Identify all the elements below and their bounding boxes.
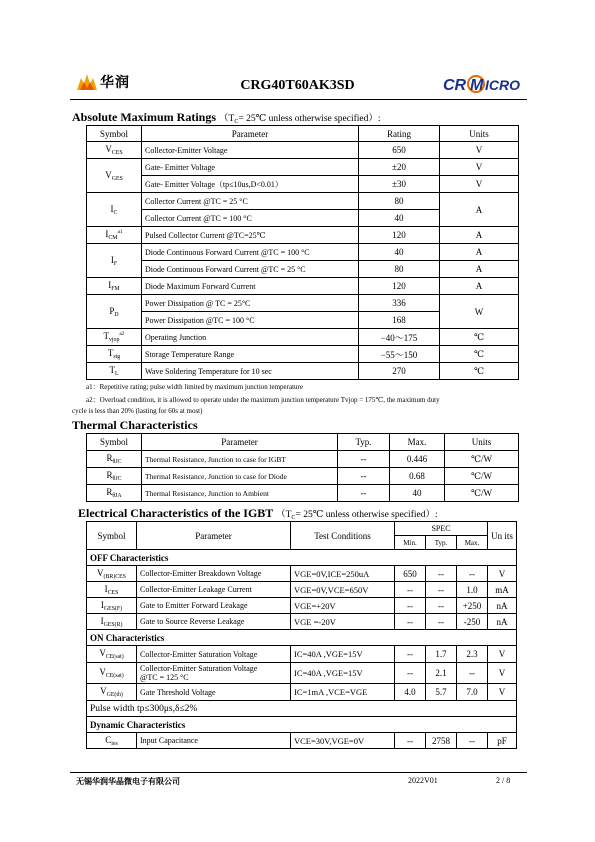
footer-company: 无锡华润华晶微电子有限公司: [76, 777, 180, 786]
param-text: Gate to Source Reverse Leakage: [140, 617, 245, 626]
elec-row: [87, 566, 517, 582]
svg-text:CR: CR: [443, 77, 467, 94]
rating-cell: 650: [359, 142, 440, 159]
symbol-subscript: θJC: [112, 459, 122, 465]
off-section-row: [87, 550, 517, 566]
abs-max-title: Absolute Maximum Ratings （$T_C=$ 25℃ unless otherwise specified）:: [72, 110, 381, 125]
spec-subheader: Typ.: [426, 536, 457, 550]
symbol-subscript: vjop: [109, 337, 120, 343]
param-cell: Thermal Resistance, Junction to Ambient: [142, 485, 338, 502]
column-header: Parameter: [142, 126, 359, 142]
param-cell: Diode Continuous Forward Current @TC = 100 °C: [142, 244, 359, 261]
abs-header-row: [87, 126, 519, 142]
typ-cell: --: [338, 468, 390, 485]
elec-row: [87, 598, 517, 614]
abs-row: [87, 295, 519, 312]
symbol-subscript: stg: [113, 354, 121, 360]
abs-max-table: [86, 125, 519, 380]
param-cell: Gate- Emitter Voltage（tp≤10us,D<0.01）: [142, 176, 359, 193]
part-number: CRG40T60AK3SD: [240, 78, 355, 93]
unit-cell: ℃/W: [445, 468, 519, 485]
param-text: Input Capacitance: [140, 736, 198, 745]
elec-row: [87, 684, 517, 701]
section-label: Dynamic Characteristics: [87, 717, 517, 733]
param-cell: Diode Maximum Forward Current: [142, 278, 359, 295]
unit-cell: V: [440, 142, 519, 159]
min-cell: 4.0: [395, 684, 426, 701]
column-header: Symbol: [87, 522, 137, 550]
abs-row: [87, 363, 519, 380]
brand-logo: [443, 72, 520, 96]
param-text: Collector-Emitter Leakage Current: [140, 585, 252, 594]
max-cell: --: [457, 733, 488, 749]
symbol-subscript: CES: [111, 150, 123, 156]
symbol-subscript: GES: [111, 175, 123, 182]
min-cell: --: [395, 614, 426, 630]
symbol-subscript: D: [114, 311, 119, 318]
param-cell: Collector Current @TC = 100 °C: [142, 210, 359, 227]
unit-cell: A: [440, 193, 519, 227]
param-cell: Collector-Emitter Voltage: [142, 142, 359, 159]
rating-cell: −55～150: [359, 346, 440, 363]
abs-row: [87, 346, 519, 363]
symbol-cell: $I_{GES(F)}$: [87, 598, 137, 614]
max-cell: 1.0: [457, 582, 488, 598]
param-cell: Gate- Emitter Voltage: [142, 159, 359, 176]
condition-cell: VGE =-20V: [291, 614, 395, 630]
param-cell: Pulsed Collector Current @TC=25℃: [142, 227, 359, 244]
typ-cell: --: [338, 485, 390, 502]
column-header: SPEC: [395, 522, 488, 536]
unit-cell: V: [440, 159, 519, 176]
symbol-cell: $V_{CES}$: [87, 142, 142, 159]
unit-cell: V: [488, 566, 517, 582]
min-cell: --: [395, 598, 426, 614]
unit-cell: V: [488, 684, 517, 701]
footer-version: 2022V01: [408, 776, 438, 785]
rating-cell: 120: [359, 278, 440, 295]
param-cell: Operating Junction: [142, 329, 359, 346]
elec-row: [87, 582, 517, 598]
abs-row: [87, 329, 519, 346]
symbol-subscript: C: [113, 209, 118, 216]
on-section-row: [87, 630, 517, 646]
param-cell: [137, 614, 291, 630]
abs-row: [87, 278, 519, 295]
svg-text:ICRO: ICRO: [485, 77, 520, 93]
abs-row: [87, 261, 519, 278]
svg-text:M: M: [470, 77, 484, 94]
symbol-cell: $R_{\theta JA}$: [87, 485, 142, 502]
pulse-note: Pulse width tp≤300μs,δ≤2%: [87, 701, 517, 717]
condition-cell: VGE=0V,VCE=650V: [291, 582, 395, 598]
column-header: Un its: [488, 522, 517, 550]
symbol-cell: $V_{GES}$: [87, 159, 142, 193]
symbol-cell: $V_{CE(sat)}$: [87, 646, 137, 663]
typ-cell: --: [426, 614, 457, 630]
column-header: Units: [445, 434, 519, 451]
symbol-cell: $T_{stg}$: [87, 346, 142, 363]
rating-cell: ±20: [359, 159, 440, 176]
logo-text: 华润: [100, 76, 130, 91]
elec-header-row: [87, 522, 517, 536]
typ-cell: --: [426, 598, 457, 614]
unit-cell: A: [440, 227, 519, 244]
symbol-subscript: θJA: [112, 493, 122, 499]
typ-cell: --: [426, 566, 457, 582]
symbol-cell: $C_{ies}$: [87, 733, 137, 749]
abs-row: [87, 227, 519, 244]
symbol-cell: $P_D$: [87, 295, 142, 329]
symbol-subscript: CM: [108, 235, 118, 241]
symbol-superscript: a2: [119, 331, 125, 337]
footer-rule: [70, 772, 527, 773]
column-header: Parameter: [137, 522, 291, 550]
symbol-subscript: ies: [111, 740, 118, 747]
param-text: Gate to Emitter Forward Leakage: [140, 601, 248, 610]
max-cell: -250: [457, 614, 488, 630]
param-cell: Thermal Resistance, Junction to case for IGBT: [142, 451, 338, 468]
symbol-cell: $I_C$: [87, 193, 142, 227]
min-cell: 650: [395, 566, 426, 582]
param-cell: Power Dissipation @ TC = 25°C: [142, 295, 359, 312]
abs-row: [87, 159, 519, 176]
typ-cell: 2758: [426, 733, 457, 749]
note-a2: a2：Overload condition, it is allowed to operate under the maximum junction temperature Tvjop = 175℃, the maximum duty: [86, 396, 440, 404]
typ-cell: 2.1: [426, 663, 457, 684]
unit-cell: V: [488, 663, 517, 684]
min-cell: --: [395, 663, 426, 684]
min-cell: --: [395, 582, 426, 598]
section-label: ON Characteristics: [87, 630, 517, 646]
typ-cell: 1.7: [426, 646, 457, 663]
param-text: Collector-Emitter Breakdown Voltage: [140, 569, 262, 578]
symbol-subscript: CE(sat): [105, 673, 124, 679]
param-text-cond: @TC = 125 °C: [140, 673, 189, 682]
abs-row: [87, 176, 519, 193]
symbol-cell: $T_L$: [87, 363, 142, 380]
param-cell: [137, 733, 291, 749]
symbol-cell: $I_{FM}$: [87, 278, 142, 295]
unit-cell: V: [440, 176, 519, 193]
symbol-cell: $I_{CM}^{a1}$: [87, 227, 142, 244]
symbol-subscript: θJC: [112, 476, 122, 482]
thermal-header-row: [87, 434, 519, 451]
abs-row: [87, 244, 519, 261]
param-text: Collector-Emitter Saturation Voltage: [140, 649, 258, 659]
unit-cell: A: [440, 244, 519, 261]
symbol-subscript: FM: [111, 286, 120, 292]
thermal-table: [86, 433, 519, 502]
max-cell: 0.446: [390, 451, 445, 468]
unit-cell: mA: [488, 582, 517, 598]
symbol-cell: $V_{CE(sat)}$: [87, 663, 137, 684]
param-cell: Storage Temperature Range: [142, 346, 359, 363]
param-text: Gate Threshold Voltage: [140, 687, 216, 697]
typ-cell: 5.7: [426, 684, 457, 701]
param-cell: [137, 663, 291, 684]
unit-cell: pF: [488, 733, 517, 749]
symbol-subscript: F: [113, 260, 118, 267]
max-cell: 40: [390, 485, 445, 502]
rating-cell: 120: [359, 227, 440, 244]
param-cell: Power Dissipation @TC = 100 °C: [142, 312, 359, 329]
symbol-subscript: (BR)CES: [103, 573, 126, 580]
thermal-row: [87, 451, 519, 468]
param-cell: Collector Current @TC = 25 °C: [142, 193, 359, 210]
param-cell: Wave Soldering Temperature for 10 sec: [142, 363, 359, 380]
rating-cell: 270: [359, 363, 440, 380]
max-cell: 0.68: [390, 468, 445, 485]
unit-cell: ℃/W: [445, 485, 519, 502]
section-label: OFF Characteristics: [87, 550, 517, 566]
condition-cell: VCE=30V,VGE=0V: [291, 733, 395, 749]
condition-cell: VGE=0V,ICE=250uA: [291, 566, 395, 582]
column-header: Max.: [390, 434, 445, 451]
min-cell: --: [395, 646, 426, 663]
max-cell: +250: [457, 598, 488, 614]
unit-cell: nA: [488, 614, 517, 630]
unit-cell: ℃: [440, 346, 519, 363]
param-text: Collector-Emitter Saturation Voltage: [140, 664, 258, 673]
rating-cell: ±30: [359, 176, 440, 193]
condition-cell: IC=40A ,VGE=15V: [291, 663, 395, 684]
param-cell: Thermal Resistance, Junction to case for Diode: [142, 468, 338, 485]
max-cell: 2.3: [457, 646, 488, 663]
rating-cell: 80: [359, 193, 440, 210]
symbol-cell: $I_{CES}$: [87, 582, 137, 598]
symbol-subscript: GES(F): [103, 605, 123, 612]
unit-cell: ℃/W: [445, 451, 519, 468]
abs-row: [87, 193, 519, 210]
typ-cell: --: [338, 451, 390, 468]
dynamic-section-row: [87, 717, 517, 733]
condition-cell: IC=1mA ,VCE=VGE: [291, 684, 395, 701]
note-a1: a1：Repetitive rating; pulse width limited by maximum junction temperature: [86, 383, 303, 391]
elec-row: [87, 614, 517, 630]
symbol-cell: $V_{(BR)CES}$: [87, 566, 137, 582]
symbol-superscript: a1: [117, 229, 123, 235]
pulse-note-row: [87, 701, 517, 717]
symbol-subscript: L: [114, 371, 119, 377]
typ-cell: --: [426, 582, 457, 598]
column-header: Symbol: [87, 434, 142, 451]
param-cell: [137, 566, 291, 582]
thermal-title: Thermal Characteristics: [72, 418, 198, 432]
header-rule: [70, 99, 527, 100]
unit-cell: V: [488, 646, 517, 663]
elec-row: [87, 646, 517, 663]
unit-cell: W: [440, 295, 519, 329]
rating-cell: 40: [359, 244, 440, 261]
column-header: Parameter: [142, 434, 338, 451]
min-cell: --: [395, 733, 426, 749]
elec-row: [87, 663, 517, 684]
column-header: Test Conditions: [291, 522, 395, 550]
elec-row: [87, 733, 517, 749]
symbol-subscript: CE(sat): [105, 654, 124, 660]
electrical-table: [86, 521, 517, 749]
symbol-subscript: CES: [107, 589, 119, 596]
thermal-row: [87, 485, 519, 502]
condition-cell: VGE=+20V: [291, 598, 395, 614]
unit-cell: nA: [488, 598, 517, 614]
max-cell: --: [457, 663, 488, 684]
param-cell: Diode Continuous Forward Current @TC = 25 °C: [142, 261, 359, 278]
symbol-subscript: GE(th): [106, 692, 123, 698]
symbol-cell: $T_{vjop}^{a2}$: [87, 329, 142, 346]
unit-cell: A: [440, 261, 519, 278]
unit-cell: A: [440, 278, 519, 295]
param-cell: [137, 598, 291, 614]
abs-row: [87, 142, 519, 159]
symbol-cell: $R_{\theta JC}$: [87, 451, 142, 468]
max-cell: 7.0: [457, 684, 488, 701]
column-header: Units: [440, 126, 519, 142]
rating-cell: 40: [359, 210, 440, 227]
condition-cell: IC=40A ,VGE=15V: [291, 646, 395, 663]
rating-cell: 168: [359, 312, 440, 329]
symbol-subscript: GES(R): [103, 621, 123, 628]
spec-subheader: Max.: [457, 536, 488, 550]
rating-cell: 80: [359, 261, 440, 278]
column-header: Rating: [359, 126, 440, 142]
rating-cell: −40～175: [359, 329, 440, 346]
max-cell: --: [457, 566, 488, 582]
param-cell: [137, 582, 291, 598]
unit-cell: ℃: [440, 363, 519, 380]
symbol-cell: $I_{GES(R)}$: [87, 614, 137, 630]
param-cell: [137, 684, 291, 701]
symbol-cell: $I_F$: [87, 244, 142, 278]
electrical-title: Electrical Characteristics of the IGBT （$T_C=$ 25℃ unless otherwise specified）:: [78, 506, 438, 521]
symbol-cell: $V_{GE(th)}$: [87, 684, 137, 701]
column-header: Typ.: [338, 434, 390, 451]
thermal-row: [87, 468, 519, 485]
unit-cell: ℃: [440, 329, 519, 346]
param-cell: [137, 646, 291, 663]
footer-page: 2 / 8: [496, 776, 511, 785]
spec-subheader: Min.: [395, 536, 426, 550]
column-header: Symbol: [87, 126, 142, 142]
rating-cell: 336: [359, 295, 440, 312]
symbol-cell: $R_{\theta JC}$: [87, 468, 142, 485]
note-a2-cont: cycle is less than 20% (lasting for 60s at most): [72, 407, 203, 415]
